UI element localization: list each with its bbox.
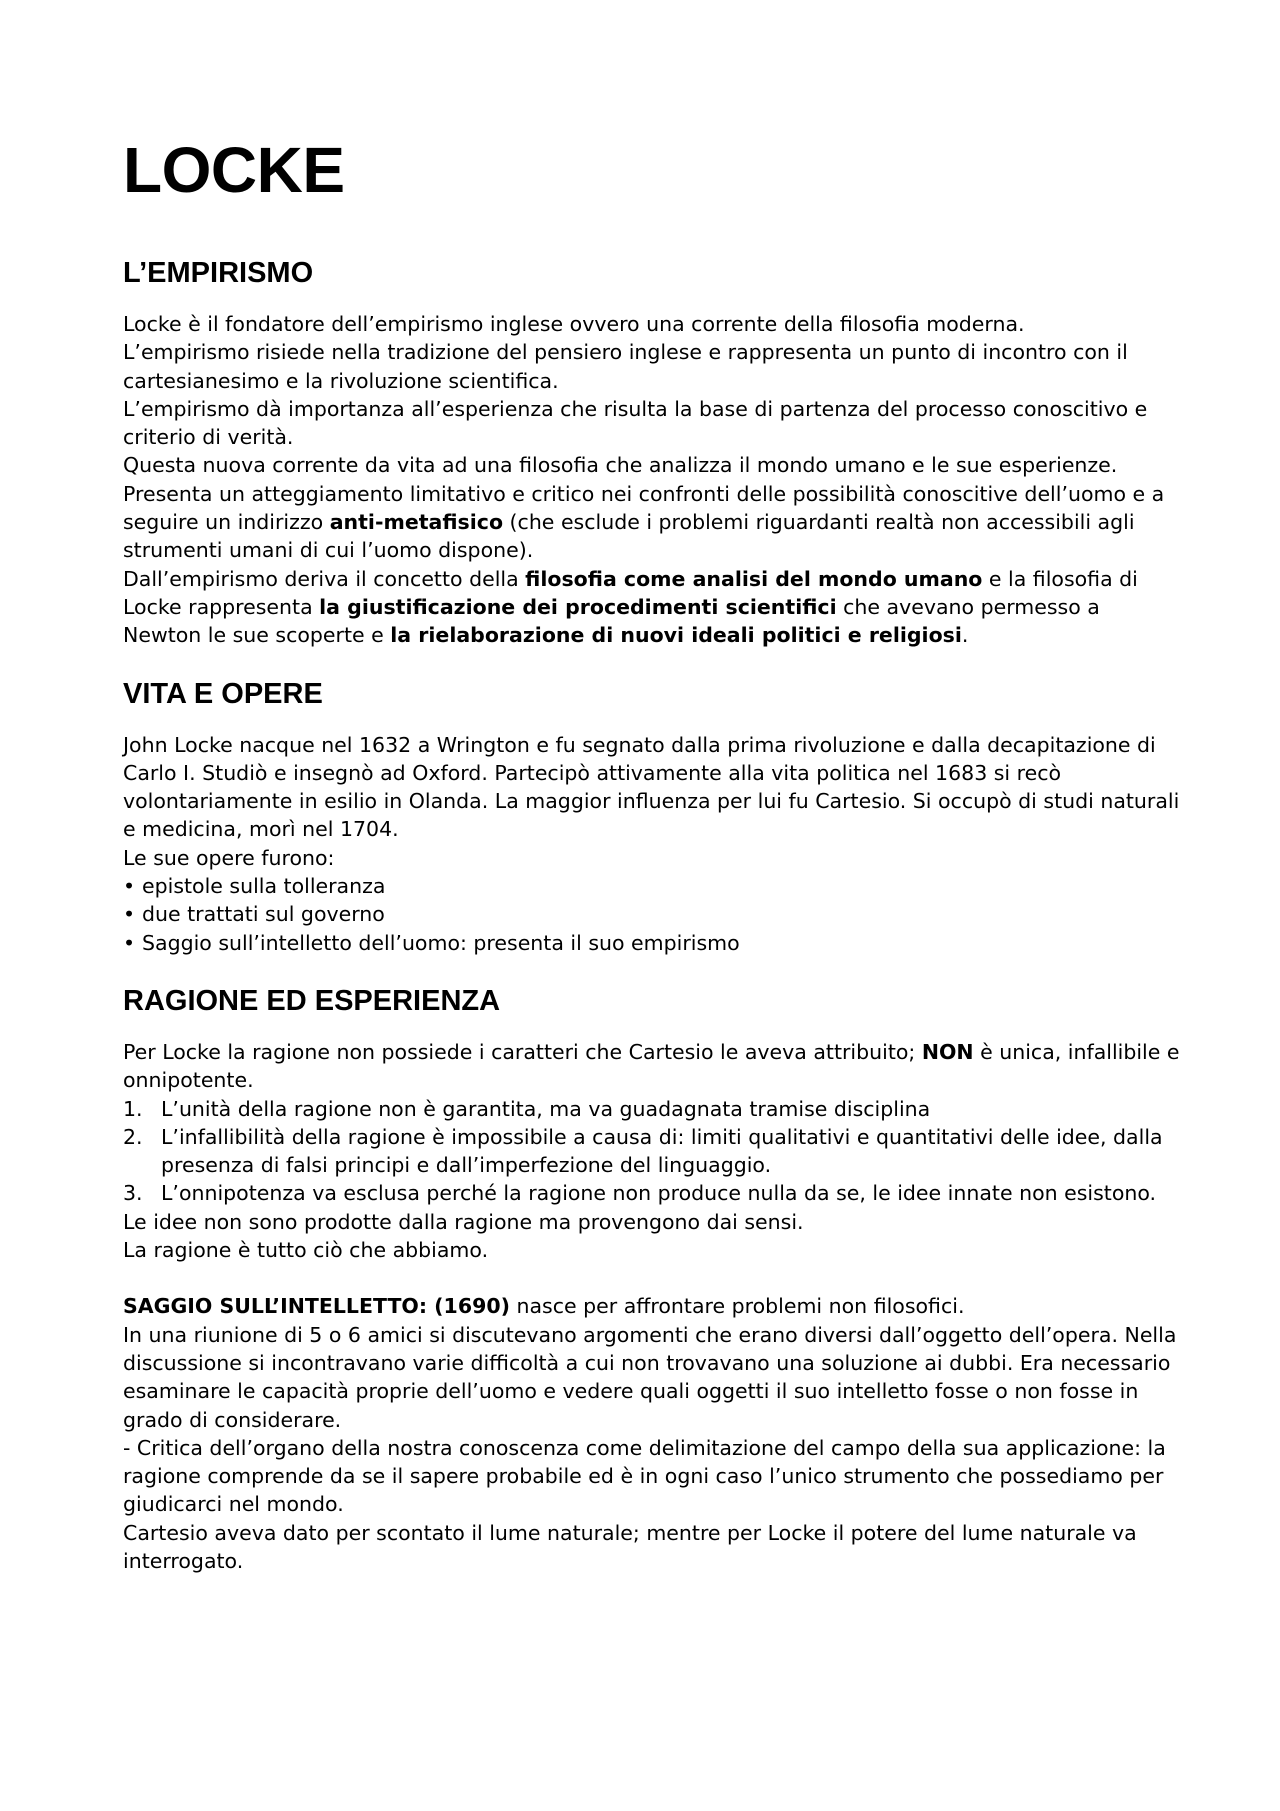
list-text: L’unità della ragione non è garantita, ma va guadagnata tramise disciplina	[161, 1096, 931, 1121]
paragraph: In una riunione di 5 o 6 amici si discutevano argomenti che erano diversi dall’oggetto dell’opera. Nella discussione si incontravano varie difficoltà a cui non trovavano una soluzione ai dubbi. Era necessario esaminare le capacità proprie dell’uomo e vedere quali oggetti il suo intelletto fosse o non fosse in grado di considerare.	[123, 1322, 1177, 1432]
paragraph: John Locke nacque nel 1632 a Wrington e fu segnato dalla prima rivoluzione e dalla decapitazione di Carlo I. Studiò e insegnò ad Oxford. Partecipò attivamente alla vita politica nel 1683 si recò volontariamente in esilio in Olanda. La maggior influenza per lui fu Cartesio. Si occupò di studi naturali e medicina, morì nel 1704.	[123, 732, 1180, 842]
bold-term: anti-metafisico	[329, 510, 504, 535]
bold-term: SAGGIO SULL’INTELLETTO: (1690)	[123, 1294, 510, 1319]
list-item	[123, 1179, 1183, 1207]
text-run: che avevano permesso a Newton le sue scoperte e	[123, 594, 1100, 648]
list-number: 1.	[123, 1096, 143, 1121]
section-heading-ragione-esperienza: RAGIONE ED ESPERIENZA	[123, 984, 501, 1017]
paragraph: Locke è il fondatore dell’empirismo inglese ovvero una corrente della filosofia moderna.	[123, 312, 1025, 336]
section-heading-empirismo: L’EMPIRISMO	[123, 257, 314, 289]
section-saggio-intelletto	[123, 1292, 1183, 1575]
paragraph	[123, 1292, 1183, 1320]
text-run: nasce per affrontare problemi non filosofici.	[509, 1294, 965, 1319]
section-vita-opere	[123, 677, 1183, 957]
list-number: 3.	[123, 1181, 143, 1206]
list-item: • due trattati sul governo	[123, 900, 1183, 928]
paragraph: - Critica dell’organo della nostra conoscenza come delimitazione del campo della sua applicazione: la ragione comprende da se il sapere probabile ed è in ogni caso l’unico strumento che possediamo per giudicarci nel mondo.	[123, 1435, 1166, 1517]
list-item	[123, 1123, 1183, 1180]
text-run: Per Locke la ragione non possiede i caratteri che Cartesio le aveva attribuito;	[123, 1039, 922, 1064]
list-number: 2.	[123, 1124, 143, 1149]
list-item: • epistole sulla tolleranza	[123, 872, 1183, 900]
section-empirismo	[123, 256, 1183, 650]
bold-term: filosofia come analisi del mondo umano	[525, 566, 983, 591]
paragraph: Questa nuova corrente da vita ad una filosofia che analizza il mondo umano e le sue esperienze.	[123, 453, 1118, 478]
list-item: • Saggio sull’intelletto dell’uomo: presenta il suo empirismo	[123, 929, 1183, 957]
section-ragione-esperienza	[123, 984, 1183, 1264]
text-run: (che esclude i problemi riguardanti realtà non accessibili agli strumenti umani di cui l’uomo dispone).	[123, 510, 1135, 563]
paragraph	[123, 565, 1183, 650]
text-run: e la filosofia di Locke rappresenta	[123, 566, 1138, 619]
bold-term: NON	[921, 1039, 974, 1064]
paragraph: L’empirismo risiede nella tradizione del pensiero inglese e rappresenta un punto di incontro con il cartesianesimo e la rivoluzione scientifica.	[123, 340, 1128, 393]
text-run: .	[961, 623, 969, 648]
list-text: L’infallibilità della ragione è impossibile a causa di: limiti qualitativi e quantitativi delle idee, dalla presenza di falsi principi e dall’imperfezione del linguaggio.	[161, 1124, 1163, 1178]
document-title: LOCKE	[123, 134, 345, 206]
paragraph: Cartesio aveva dato per scontato il lume naturale; mentre per Locke il potere del lume naturale va interrogato.	[123, 1520, 1137, 1573]
paragraph: L’empirismo dà importanza all’esperienza che risulta la base di partenza del processo conoscitivo e criterio di verità.	[123, 396, 1148, 450]
paragraph	[123, 1038, 1183, 1095]
bold-term: la rielaborazione di nuovi ideali politici e religiosi	[390, 623, 962, 648]
bold-term: la giustificazione dei procedimenti scientifici	[319, 594, 837, 619]
section-heading-vita-opere: VITA E OPERE	[123, 677, 323, 710]
text-run: Presenta un atteggiamento limitativo e critico nei confronti delle possibilità conoscitive dell’uomo e a seguire un indirizzo	[123, 481, 1165, 535]
document-page	[123, 112, 1183, 1575]
text-run: Dall’empirismo deriva il concetto della	[123, 566, 526, 591]
paragraph	[123, 480, 1183, 565]
text-run: è unica, infallibile e onnipotente.	[123, 1039, 1180, 1093]
list-item	[123, 1095, 1183, 1123]
paragraph: Le idee non sono prodotte dalla ragione ma provengono dai sensi.	[123, 1209, 804, 1234]
paragraph: Le sue opere furono:	[123, 845, 335, 870]
list-text: L’onnipotenza va esclusa perché la ragione non produce nulla da se, le idee innate non esistono.	[161, 1181, 1157, 1206]
paragraph: La ragione è tutto ciò che abbiamo.	[123, 1238, 489, 1263]
works-list	[123, 872, 1183, 957]
reason-points-list	[123, 1095, 1183, 1208]
